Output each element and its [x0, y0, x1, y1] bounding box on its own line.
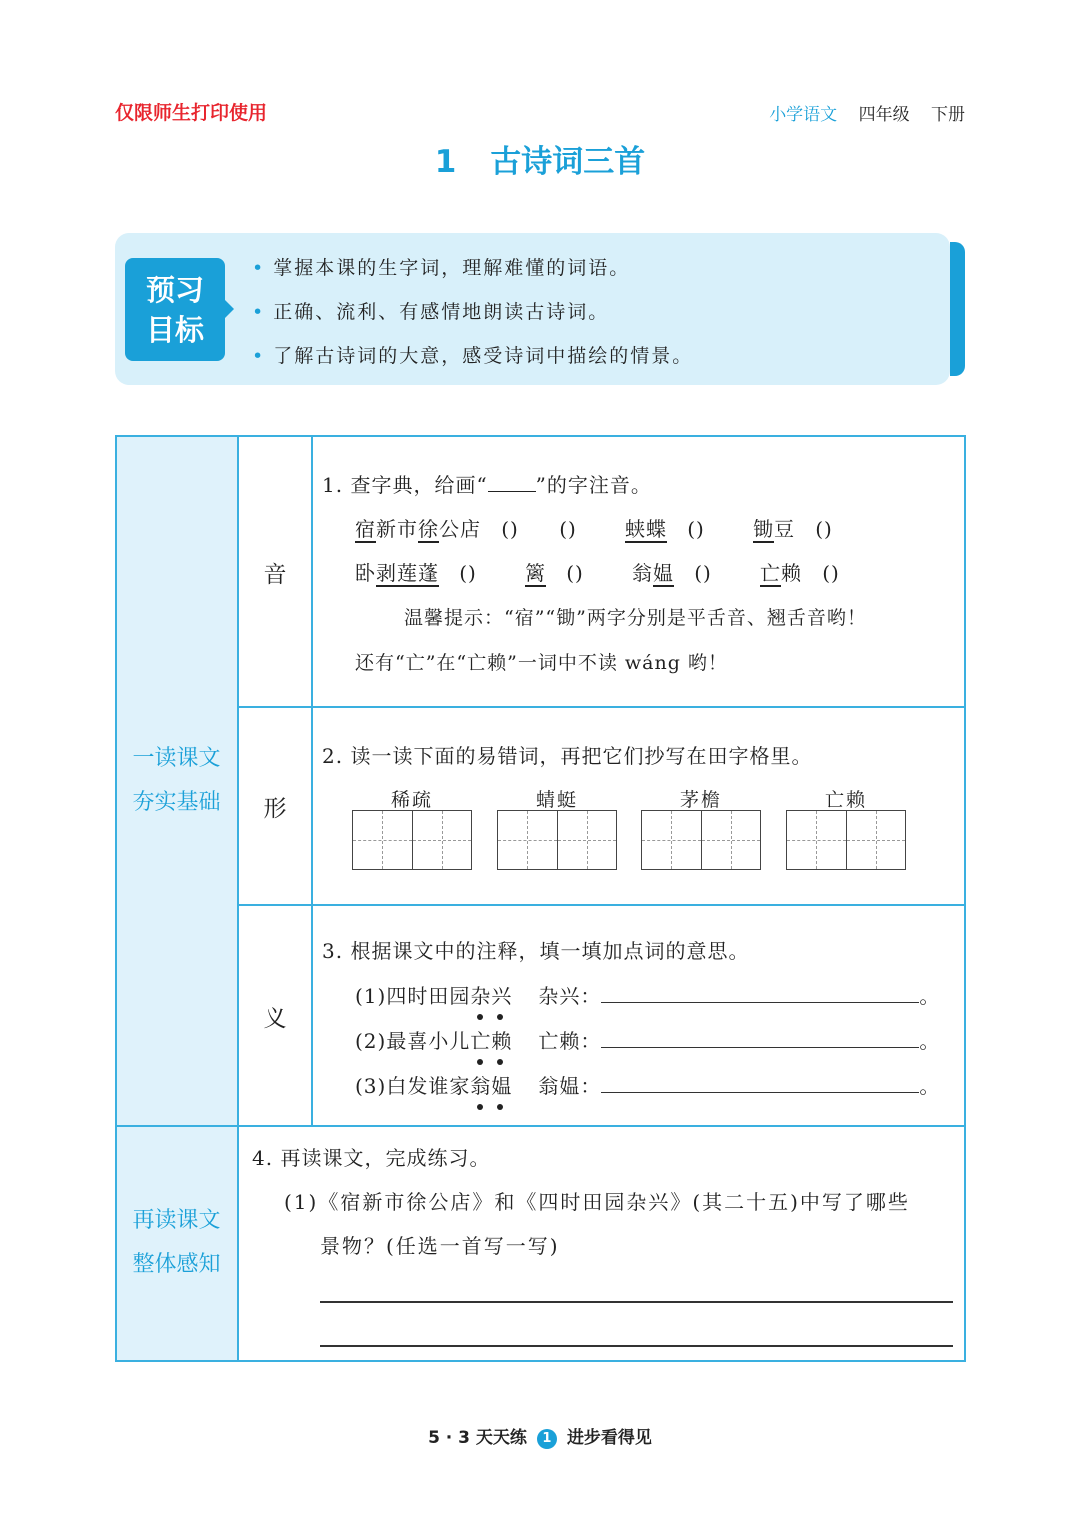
tip-line-1: 温馨提示：“宿”“锄”两字分别是平舌音、翘舌音哟！ [404, 607, 867, 629]
target-char: 莲蓬 [397, 561, 439, 585]
target-char: 蛱蝶 [625, 517, 667, 541]
question-1-prompt [322, 469, 652, 498]
tianzige-grid[interactable] [641, 810, 761, 870]
row-divider [237, 904, 965, 906]
row-label-sound: 音 [263, 562, 287, 588]
question-4-prompt: 4. 再读课文，完成练习。 [252, 1146, 491, 1170]
row-label-form: 形 [263, 796, 287, 822]
grade-label: 四年级 [858, 105, 910, 125]
writing-line[interactable] [320, 1301, 953, 1303]
answer-line[interactable] [601, 986, 919, 1003]
bullet-icon: • [252, 345, 266, 367]
objectives-side-bar [950, 242, 965, 376]
answer-blank[interactable] [674, 561, 732, 585]
answer-blank[interactable] [439, 561, 497, 585]
badge-line-1: 预习 [145, 273, 204, 307]
period: 。 [919, 1029, 941, 1053]
row-label-meaning: 义 [263, 1006, 287, 1032]
objective-text: 正确、流利、有感情地朗读古诗词。 [273, 301, 610, 323]
answer-blank[interactable] [802, 561, 860, 585]
dotted-text: 亡赖 [470, 1029, 513, 1053]
section-1-label [116, 737, 237, 825]
target-char: 剥 [376, 561, 397, 585]
tianzige-word: 亡赖 [824, 789, 867, 811]
section-2-label [116, 1199, 237, 1287]
tianzige-word: 茅檐 [679, 789, 722, 811]
tip-line-2: 还有“亡”在“亡赖”一词中不读 wáng 哟！ [355, 652, 728, 674]
word-text: 豆 [774, 517, 795, 541]
underline-sample [488, 477, 536, 492]
lesson-title [0, 136, 1080, 181]
word-text: 卧 [355, 561, 376, 585]
footer-badge: 1 [537, 1429, 557, 1449]
footer-right: 进步看得见 [566, 1428, 652, 1448]
answer-blank[interactable] [795, 517, 853, 541]
word-text: 新市 [376, 517, 418, 541]
answer-blank[interactable] [546, 561, 604, 585]
period: 。 [919, 1074, 941, 1098]
answer-line[interactable] [601, 1031, 919, 1048]
target-char: 篱 [525, 561, 546, 585]
prompt-text: 1. 查字典，给画“ [322, 473, 488, 497]
table-border-bottom [115, 1360, 966, 1362]
volume-label: 下册 [931, 105, 965, 125]
item-text: (3)白发谁家 [355, 1074, 471, 1098]
section-label-line: 夯实基础 [132, 790, 221, 815]
target-char: 锄 [753, 517, 774, 541]
question-3-item [355, 1025, 940, 1054]
book-info [769, 100, 965, 125]
word-text: 公店 [439, 517, 481, 541]
answer-blank[interactable] [667, 517, 725, 541]
question-2-prompt: 2. 读一读下面的易错词，再把它们抄写在田字格里。 [322, 744, 813, 768]
section-label-line: 整体感知 [132, 1252, 221, 1277]
lesson-name: 古诗词三首 [490, 144, 646, 180]
table-border-right [964, 435, 966, 1362]
bullet-icon: • [252, 301, 266, 323]
section-label-line: 一读课文 [132, 746, 221, 771]
question-4-sub-1: (1)《宿新市徐公店》和《四时田园杂兴》(其二十五)中写了哪些 [284, 1190, 910, 1214]
word-text: 赖 [781, 561, 802, 585]
item-label: 翁媪： [538, 1074, 602, 1098]
item-text: (2)最喜小儿 [355, 1029, 471, 1053]
answer-blank[interactable] [539, 517, 597, 541]
period: 。 [919, 984, 941, 1008]
tianzige-grid[interactable] [352, 810, 472, 870]
footer [0, 1423, 1080, 1449]
section-divider [115, 1125, 966, 1127]
dotted-word [470, 1074, 512, 1098]
dotted-word [470, 1029, 512, 1053]
question-3-item [355, 980, 940, 1009]
dotted-text: 翁媪 [470, 1074, 513, 1098]
tianzige-word: 蜻蜓 [535, 789, 578, 811]
dotted-word [470, 984, 512, 1008]
objectives-badge [125, 258, 225, 361]
badge-line-2: 目标 [145, 313, 204, 347]
bullet-icon: • [252, 257, 266, 279]
objective-text: 掌握本课的生字词，理解难懂的词语。 [273, 257, 631, 279]
item-label: 杂兴： [538, 984, 602, 1008]
item-text: (1)四时田园 [355, 984, 471, 1008]
item-label: 亡赖： [538, 1029, 602, 1053]
question-4-sub-1-cont: 景物？(任选一首写一写) [320, 1234, 560, 1258]
target-char: 宿 [355, 517, 376, 541]
question-3-item [355, 1070, 940, 1099]
lesson-number: 1 [434, 144, 457, 180]
tianzige-word: 稀疏 [390, 789, 433, 811]
table-divider-row-label [311, 435, 313, 1126]
tianzige-grid[interactable] [786, 810, 906, 870]
tianzige-grid[interactable] [497, 810, 617, 870]
section-label-line: 再读课文 [132, 1208, 221, 1233]
question-3-prompt: 3. 根据课文中的注释，填一填加点词的意思。 [322, 939, 750, 963]
target-char: 徐 [418, 517, 439, 541]
target-char: 亡 [760, 561, 781, 585]
table-border-top [115, 435, 966, 437]
footer-left: 5 · 3 天天练 [428, 1428, 527, 1448]
question-1-row-1 [355, 513, 853, 542]
writing-line[interactable] [320, 1345, 953, 1347]
objective-item [252, 297, 609, 324]
subject-label: 小学语文 [769, 105, 838, 125]
answer-line[interactable] [601, 1076, 919, 1093]
objective-item [252, 341, 693, 368]
word-text: 翁 [632, 561, 653, 585]
restriction-notice: 仅限师生打印使用 [115, 102, 268, 124]
answer-blank[interactable] [481, 517, 539, 541]
objective-item [252, 253, 630, 280]
objective-text: 了解古诗词的大意，感受诗词中描绘的情景。 [273, 345, 694, 367]
row-divider [237, 706, 965, 708]
question-1-row-2 [355, 557, 860, 586]
prompt-text: ”的字注音。 [535, 473, 652, 497]
target-char: 媪 [653, 561, 674, 585]
dotted-text: 杂兴 [470, 984, 513, 1008]
